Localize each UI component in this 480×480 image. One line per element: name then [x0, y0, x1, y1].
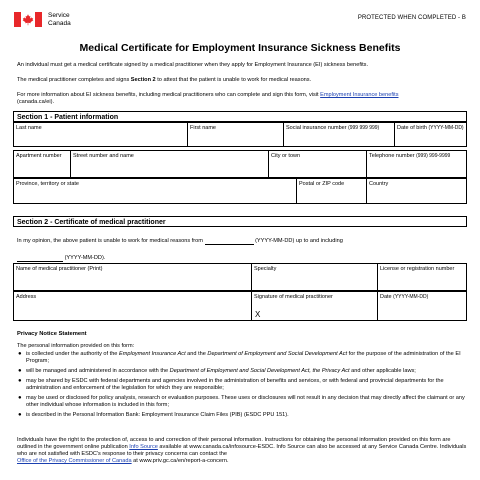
intro-paragraph-1: An individual must get a medical certificate signed by a medical practitioner when they apply for Employment Insurance (EI) sickness benefits. [17, 62, 369, 68]
city-field[interactable] [268, 150, 367, 178]
license-label: License or registration number [380, 266, 455, 272]
privacy-item-4 [17, 395, 469, 409]
license-field[interactable] [377, 263, 467, 291]
country-field[interactable] [366, 178, 467, 204]
street-field[interactable] [70, 150, 269, 178]
phone-field[interactable] [366, 150, 467, 178]
opinion-text-mid: (YYYY-MM-DD) up to and including [255, 238, 343, 244]
page-header [14, 10, 466, 34]
practitioner-name-field[interactable] [13, 263, 252, 291]
canada-flag-icon [14, 12, 42, 27]
bullet-icon: ● [18, 395, 22, 401]
opinion-statement [17, 238, 343, 245]
closing-text-3: at www.priv.gc.ca/en/report-a-concern. [131, 458, 229, 464]
service-canada-wordmark [48, 12, 71, 28]
info-source-link[interactable]: Info Source [129, 444, 158, 450]
country-label: Country [369, 181, 389, 187]
signature-date-label: Date [380, 294, 392, 300]
privacy-title: Privacy Notice Statement [17, 331, 87, 337]
sin-hint: (999 999 999) [348, 125, 380, 131]
practitioner-address-label: Address [16, 294, 37, 300]
intro-p2-text-end: to attest that the patient is unable to work for medical reasons. [155, 77, 312, 83]
practitioner-name-label: Name of medical practitioner (Print) [16, 266, 103, 272]
privacy-item-2-end: and other applicable laws; [349, 368, 416, 374]
privacy-acts-text: Department of Employment and Social Development Act, the Privacy Act [169, 368, 350, 374]
privacy-closing [17, 437, 469, 465]
phone-label: Telephone number [369, 153, 415, 159]
signature-x-mark: X [255, 310, 261, 319]
bullet-icon: ● [18, 378, 22, 384]
bullet-icon: ● [18, 351, 22, 357]
form-title: Medical Certificate for Employment Insurance Sickness Benefits [79, 42, 401, 54]
dob-hint: (YYYY-MM-DD) [428, 125, 464, 131]
intro-paragraph-2 [17, 77, 469, 84]
intro-paragraph-3 [17, 92, 469, 106]
opinion-text-end: (YYYY-MM-DD). [64, 255, 106, 261]
privacy-item-1 [17, 351, 469, 365]
privacy-item-1-and: and the [185, 351, 208, 357]
privacy-item-2 [17, 368, 469, 375]
specialty-field[interactable] [251, 263, 378, 291]
section2-heading: Section 2 - Certificate of medical practitioner [13, 216, 467, 227]
province-label: Province, territory or state [16, 181, 79, 187]
last-name-field[interactable] [13, 122, 188, 147]
privacy-item-1-end: for the purpose of the administration of the EI Program; [26, 351, 461, 364]
signature-date-field[interactable] [377, 291, 467, 321]
privacy-item-3 [17, 378, 469, 392]
protected-label: PROTECTED WHEN COMPLETED - B [357, 15, 466, 21]
ei-act-text: Employment Insurance Act [118, 351, 186, 357]
postal-label: Postal or ZIP code [299, 181, 345, 187]
ei-benefits-link[interactable]: Employment Insurance benefits [320, 92, 399, 98]
city-label: City or town [271, 153, 301, 159]
bullet-icon: ● [18, 412, 22, 418]
first-name-label: First name [190, 125, 216, 131]
privacy-item-5 [17, 412, 469, 419]
opinion-text-start: In my opinion, the above patient is unable to work for medical reasons from [17, 238, 203, 244]
first-name-field[interactable] [187, 122, 284, 147]
esdc-act-text: Department of Employment and Social Development Act [207, 351, 348, 357]
sin-label: Social insurance number [286, 125, 347, 131]
intro-p3-text: For more information about EI sickness benefits, including medical practitioners who can complete and sign this form, visit [17, 92, 321, 98]
privacy-item-5-text: is described in the Personal Information Bank: Employment Insurance Claim Files (PIB) (ESDC PPU 151). [26, 412, 289, 418]
closing-text-1: Individuals have the right to the protection of, access to and correction of their personal information. Instructions for obtaining the personal information provided on this form are outlined in the government online publication [17, 437, 451, 450]
section1-heading: Section 1 - Patient information [13, 111, 467, 122]
brand-line-2: Canada [48, 20, 71, 27]
end-date-input[interactable] [17, 255, 63, 262]
specialty-label: Specialty [254, 266, 277, 272]
apartment-label: Apartment number [16, 153, 62, 159]
practitioner-address-field[interactable] [13, 291, 252, 321]
dob-label: Date of birth [397, 125, 427, 131]
last-name-label: Last name [16, 125, 42, 131]
signature-field[interactable] [251, 291, 378, 321]
privacy-item-4-text: may be used or disclosed for policy analysis, research or evaluation purposes. These uses or disclosures will not result in any decision that may directly affect the claimant or any other individual whose information is included in this form; [26, 395, 465, 408]
privacy-lead: The personal information provided on this form: [17, 343, 135, 349]
sin-field[interactable] [283, 122, 395, 147]
apartment-field[interactable] [13, 150, 71, 178]
street-label: Street number and name [73, 153, 134, 159]
privacy-list [17, 351, 469, 422]
intro-p2-text: The medical practitioner completes and signs [17, 77, 131, 83]
signature-date-hint: (YYYY-MM-DD) [393, 294, 429, 300]
privacy-item-2-text: will be managed and administered in accordance with the [26, 368, 170, 374]
privacy-item-1-text: is collected under the authority of the [26, 351, 119, 357]
opinion-statement-end [17, 255, 105, 262]
privacy-item-3-text: may be shared by ESDC with federal departments and agencies involved in the administration of benefits and services, or with federal and provincial departments for the administration and enforcement of the legislation for which they are responsible; [26, 378, 444, 391]
brand-line-1: Service [48, 12, 70, 19]
intro-p2-bold: Section 2 [130, 77, 156, 83]
phone-hint: (999) 999-9999 [416, 153, 451, 159]
signature-label: Signature of medical practitioner [254, 294, 333, 300]
intro-p3-text-end: (canada.ca/ei). [17, 99, 55, 105]
province-field[interactable] [13, 178, 297, 204]
bullet-icon: ● [18, 368, 22, 374]
postal-field[interactable] [296, 178, 367, 204]
closing-text-2: available at www.canada.ca/infosource-ESDC. Info Source can also be accessed at any Service Canada Centre. Individuals who are not satisfied with ESDC's response to their privacy concerns can contact the [17, 444, 467, 457]
privacy-commissioner-link[interactable]: Office of the Privacy Commissioner of Canada [17, 458, 132, 464]
start-date-input[interactable] [205, 238, 254, 245]
dob-field[interactable] [394, 122, 467, 147]
